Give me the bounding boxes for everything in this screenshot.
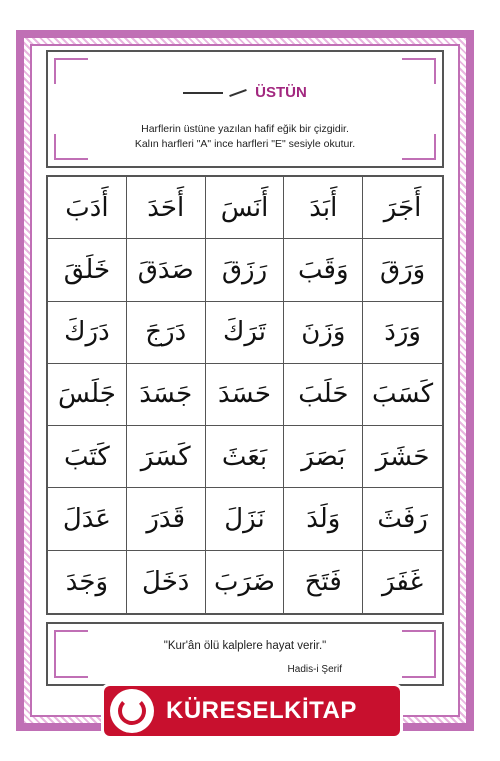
word-cell: أَدَبَ [48, 177, 127, 239]
ornament-corner-icon [402, 58, 436, 84]
letter-grid [46, 175, 444, 615]
word-cell: حَشَرَ [363, 426, 442, 488]
description [48, 122, 442, 152]
word-cell: جَلَسَ [48, 364, 127, 426]
word-cell: رَفَثَ [363, 488, 442, 550]
word-cell: أَجَرَ [363, 177, 442, 239]
word-cell: صَدَقَ [127, 239, 206, 301]
footer-box [46, 622, 444, 686]
word-cell: وَرَدَ [363, 302, 442, 364]
word-cell: رَزَقَ [206, 239, 285, 301]
word-cell: بَصَرَ [284, 426, 363, 488]
word-cell: دَرَجَ [127, 302, 206, 364]
word-cell: قَدَرَ [127, 488, 206, 550]
page-title: ÜSTÜN [255, 84, 307, 101]
ornament-corner-icon [402, 652, 436, 678]
title-row [48, 82, 442, 101]
description-line-2: Kalın harfleri "A" ince harfleri "E" sesiyle okutur. [134, 138, 356, 150]
word-cell: أَبَدَ [284, 177, 363, 239]
word-cell: جَسَدَ [127, 364, 206, 426]
underline-decoration [183, 92, 223, 94]
fatha-mark-icon [229, 88, 247, 96]
globe-logo-icon [110, 689, 154, 733]
word-cell: أَنَسَ [206, 177, 285, 239]
word-cell: حَلَبَ [284, 364, 363, 426]
word-cell: كَسَبَ [363, 364, 442, 426]
quote-text: "Kur'ân ölü kalplere hayat verir." [163, 640, 327, 652]
word-cell: حَسَدَ [206, 364, 285, 426]
header-box [46, 50, 444, 168]
word-cell: عَدَلَ [48, 488, 127, 550]
word-cell: نَزَلَ [206, 488, 285, 550]
ornament-corner-icon [54, 58, 88, 84]
word-cell: بَعَثَ [206, 426, 285, 488]
word-cell: فَتَحَ [284, 551, 363, 613]
word-cell: كَتَبَ [48, 426, 127, 488]
ornament-corner-icon [54, 652, 88, 678]
word-cell: وَجَدَ [48, 551, 127, 613]
word-cell: غَفَرَ [382, 566, 424, 597]
word-cell: ضَرَبَ [206, 551, 285, 613]
brand-banner [104, 686, 400, 736]
word-cell: وَزَنَ [284, 302, 363, 364]
quote-source: Hadis-i Şerif [287, 664, 342, 675]
word-cell: وَرَقَ [363, 239, 442, 301]
word-cell: دَخَلَ [127, 551, 206, 613]
brand-name: KÜRESELKİTAP [166, 697, 357, 724]
word-cell: وَلَدَ [284, 488, 363, 550]
word-cell: أَحَدَ [127, 177, 206, 239]
word-cell: خَلَقَ [48, 239, 127, 301]
word-cell: وَقَبَ [284, 239, 363, 301]
word-cell: دَرَكَ [48, 302, 127, 364]
word-cell: تَرَكَ [206, 302, 285, 364]
description-line-1: Harflerin üstüne yazılan hafif eğik bir çizgidir. [141, 123, 349, 135]
word-cell: كَسَرَ [127, 426, 206, 488]
